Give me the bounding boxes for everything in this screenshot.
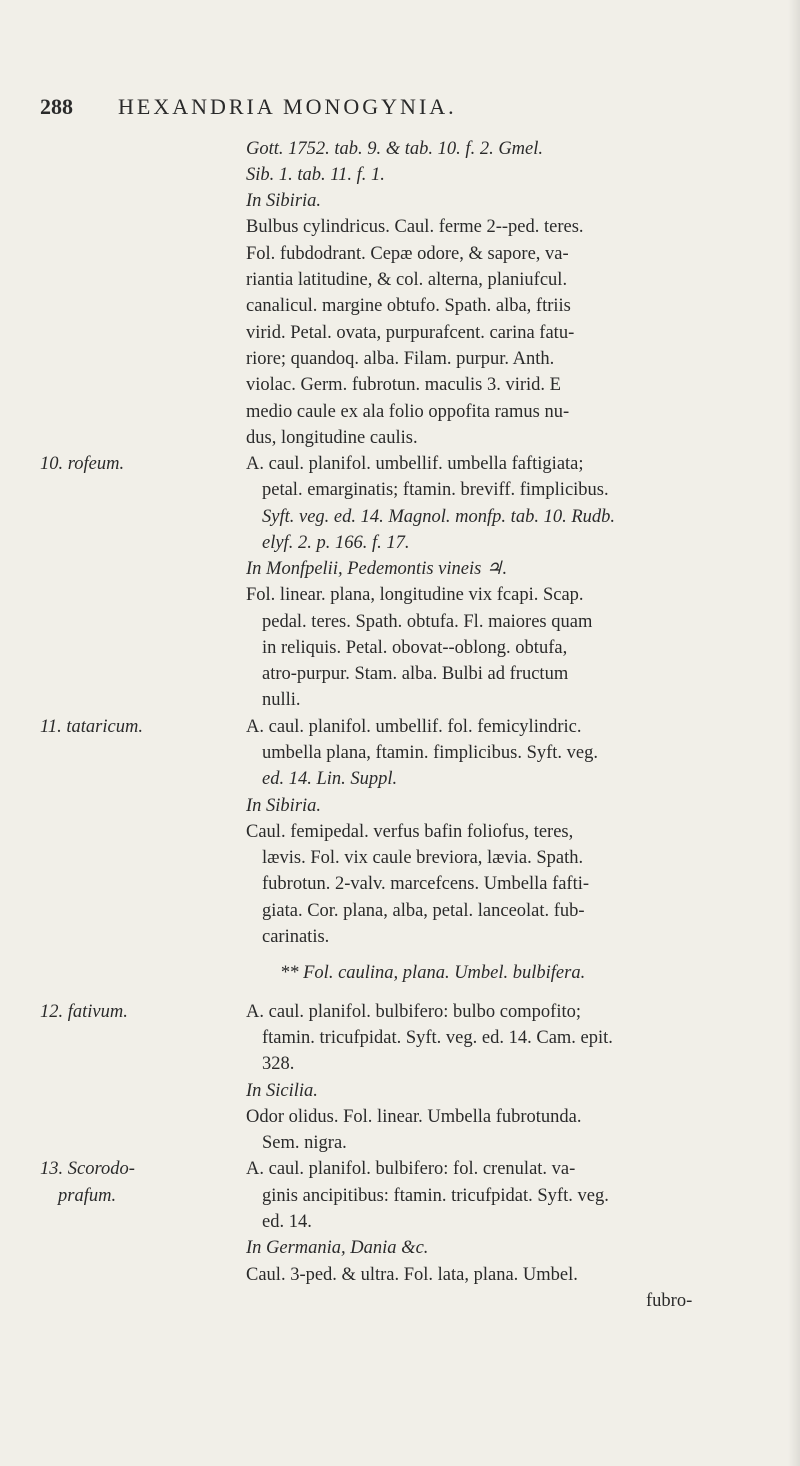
text-line: nulli. bbox=[262, 690, 301, 710]
text-line: In Sicilia. bbox=[246, 1081, 318, 1101]
species-label-13-cont: prafum. bbox=[58, 1186, 117, 1206]
text-line: virid. Petal. ovata, purpurafcent. carina fatu- bbox=[246, 323, 575, 343]
text-line: ed. 14. Lin. Suppl. bbox=[262, 769, 398, 789]
text-line: Sem. nigra. bbox=[262, 1133, 347, 1153]
text-line: Fol. linear. plana, longitudine vix fcapi. Scap. bbox=[246, 585, 584, 605]
text-line: Sib. 1. tab. 11. f. 1. bbox=[246, 165, 385, 185]
text-line: ginis ancipitibus: ftamin. tricufpidat. Syft. veg. bbox=[262, 1186, 609, 1206]
text-line: riantia latitudine, & col. alterna, planiufcul. bbox=[246, 270, 568, 290]
text-line: umbella plana, ftamin. fimplicibus. Syft. veg. bbox=[262, 743, 599, 763]
text-line: canalicul. margine obtufo. Spath. alba, ftriis bbox=[246, 296, 571, 316]
text-line: Caul. 3-ped. & ultra. Fol. lata, plana. Umbel. bbox=[246, 1265, 578, 1285]
text-line: In Sibiria. bbox=[246, 796, 322, 816]
text-line: riore; quandoq. alba. Filam. purpur. Anth. bbox=[246, 349, 555, 369]
text-line: In Germania, Dania &c. bbox=[246, 1238, 429, 1258]
text-line: A. caul. planifol. umbellif. umbella faftigiata; bbox=[246, 454, 584, 474]
text-line: Bulbus cylindricus. Caul. ferme 2--ped. teres. bbox=[246, 217, 584, 237]
text-line: violac. Germ. fubrotun. maculis 3. virid. E bbox=[246, 375, 561, 395]
text-line: giata. Cor. plana, alba, petal. lanceolat. fub- bbox=[262, 901, 585, 921]
text-line: lævis. Fol. vix caule breviora, lævia. Spath. bbox=[262, 848, 584, 868]
species-label-12: 12. fativum. bbox=[40, 1002, 128, 1022]
page-header bbox=[40, 94, 740, 134]
text-line: carinatis. bbox=[262, 927, 330, 947]
text-line: ** Fol. caulina, plana. Umbel. bulbifera. bbox=[280, 963, 586, 983]
text-line: fubrotun. 2-valv. marcefcens. Umbella fafti- bbox=[262, 874, 590, 894]
text-line: In Monfpelii, Pedemontis vineis ♃. bbox=[246, 559, 508, 579]
text-line: 328. bbox=[262, 1054, 295, 1074]
running-title: HEXANDRIA MONOGYNIA. bbox=[118, 94, 457, 119]
page-shadow bbox=[788, 0, 800, 1466]
text-line: A. caul. planifol. bulbifero: fol. crenulat. va- bbox=[246, 1159, 576, 1179]
text-line: petal. emarginatis; ftamin. breviff. fimplicibus. bbox=[262, 480, 609, 500]
text-line: ftamin. tricufpidat. Syft. veg. ed. 14. Cam. epit. bbox=[262, 1028, 613, 1048]
text-line: in reliquis. Petal. obovat--oblong. obtufa, bbox=[262, 638, 568, 658]
text-line: elyf. 2. p. 166. f. 17. bbox=[262, 533, 410, 553]
text-line: Fol. fubdodrant. Cepæ odore, & sapore, va- bbox=[246, 244, 569, 264]
page-number: 288 bbox=[40, 94, 73, 119]
species-label-11: 11. tataricum. bbox=[40, 717, 143, 737]
text-line: A. caul. planifol. umbellif. fol. femicylindric. bbox=[246, 717, 582, 737]
text-line: In Sibiria. bbox=[246, 191, 322, 211]
text-line: Gott. 1752. tab. 9. & tab. 10. f. 2. Gmel. bbox=[246, 139, 544, 159]
text-line: fubro- bbox=[646, 1291, 693, 1311]
text-line: atro-purpur. Stam. alba. Bulbi ad fructum bbox=[262, 664, 569, 684]
text-line: ed. 14. bbox=[262, 1212, 312, 1232]
species-label-10: 10. rofeum. bbox=[40, 454, 125, 474]
text-line: dus, longitudine caulis. bbox=[246, 428, 418, 448]
text-line: Caul. femipedal. verfus bafin foliofus, teres, bbox=[246, 822, 574, 842]
text-line: pedal. teres. Spath. obtufa. Fl. maiores quam bbox=[262, 612, 593, 632]
species-label-13: 13. Scorodo- bbox=[40, 1159, 135, 1179]
text-line: Syft. veg. ed. 14. Magnol. monfp. tab. 10. Rudb. bbox=[262, 507, 615, 527]
text-line: A. caul. planifol. bulbifero: bulbo compofito; bbox=[246, 1002, 581, 1022]
text-line: medio caule ex ala folio oppofita ramus nu- bbox=[246, 402, 570, 422]
text-line: Odor olidus. Fol. linear. Umbella fubrotunda. bbox=[246, 1107, 582, 1127]
